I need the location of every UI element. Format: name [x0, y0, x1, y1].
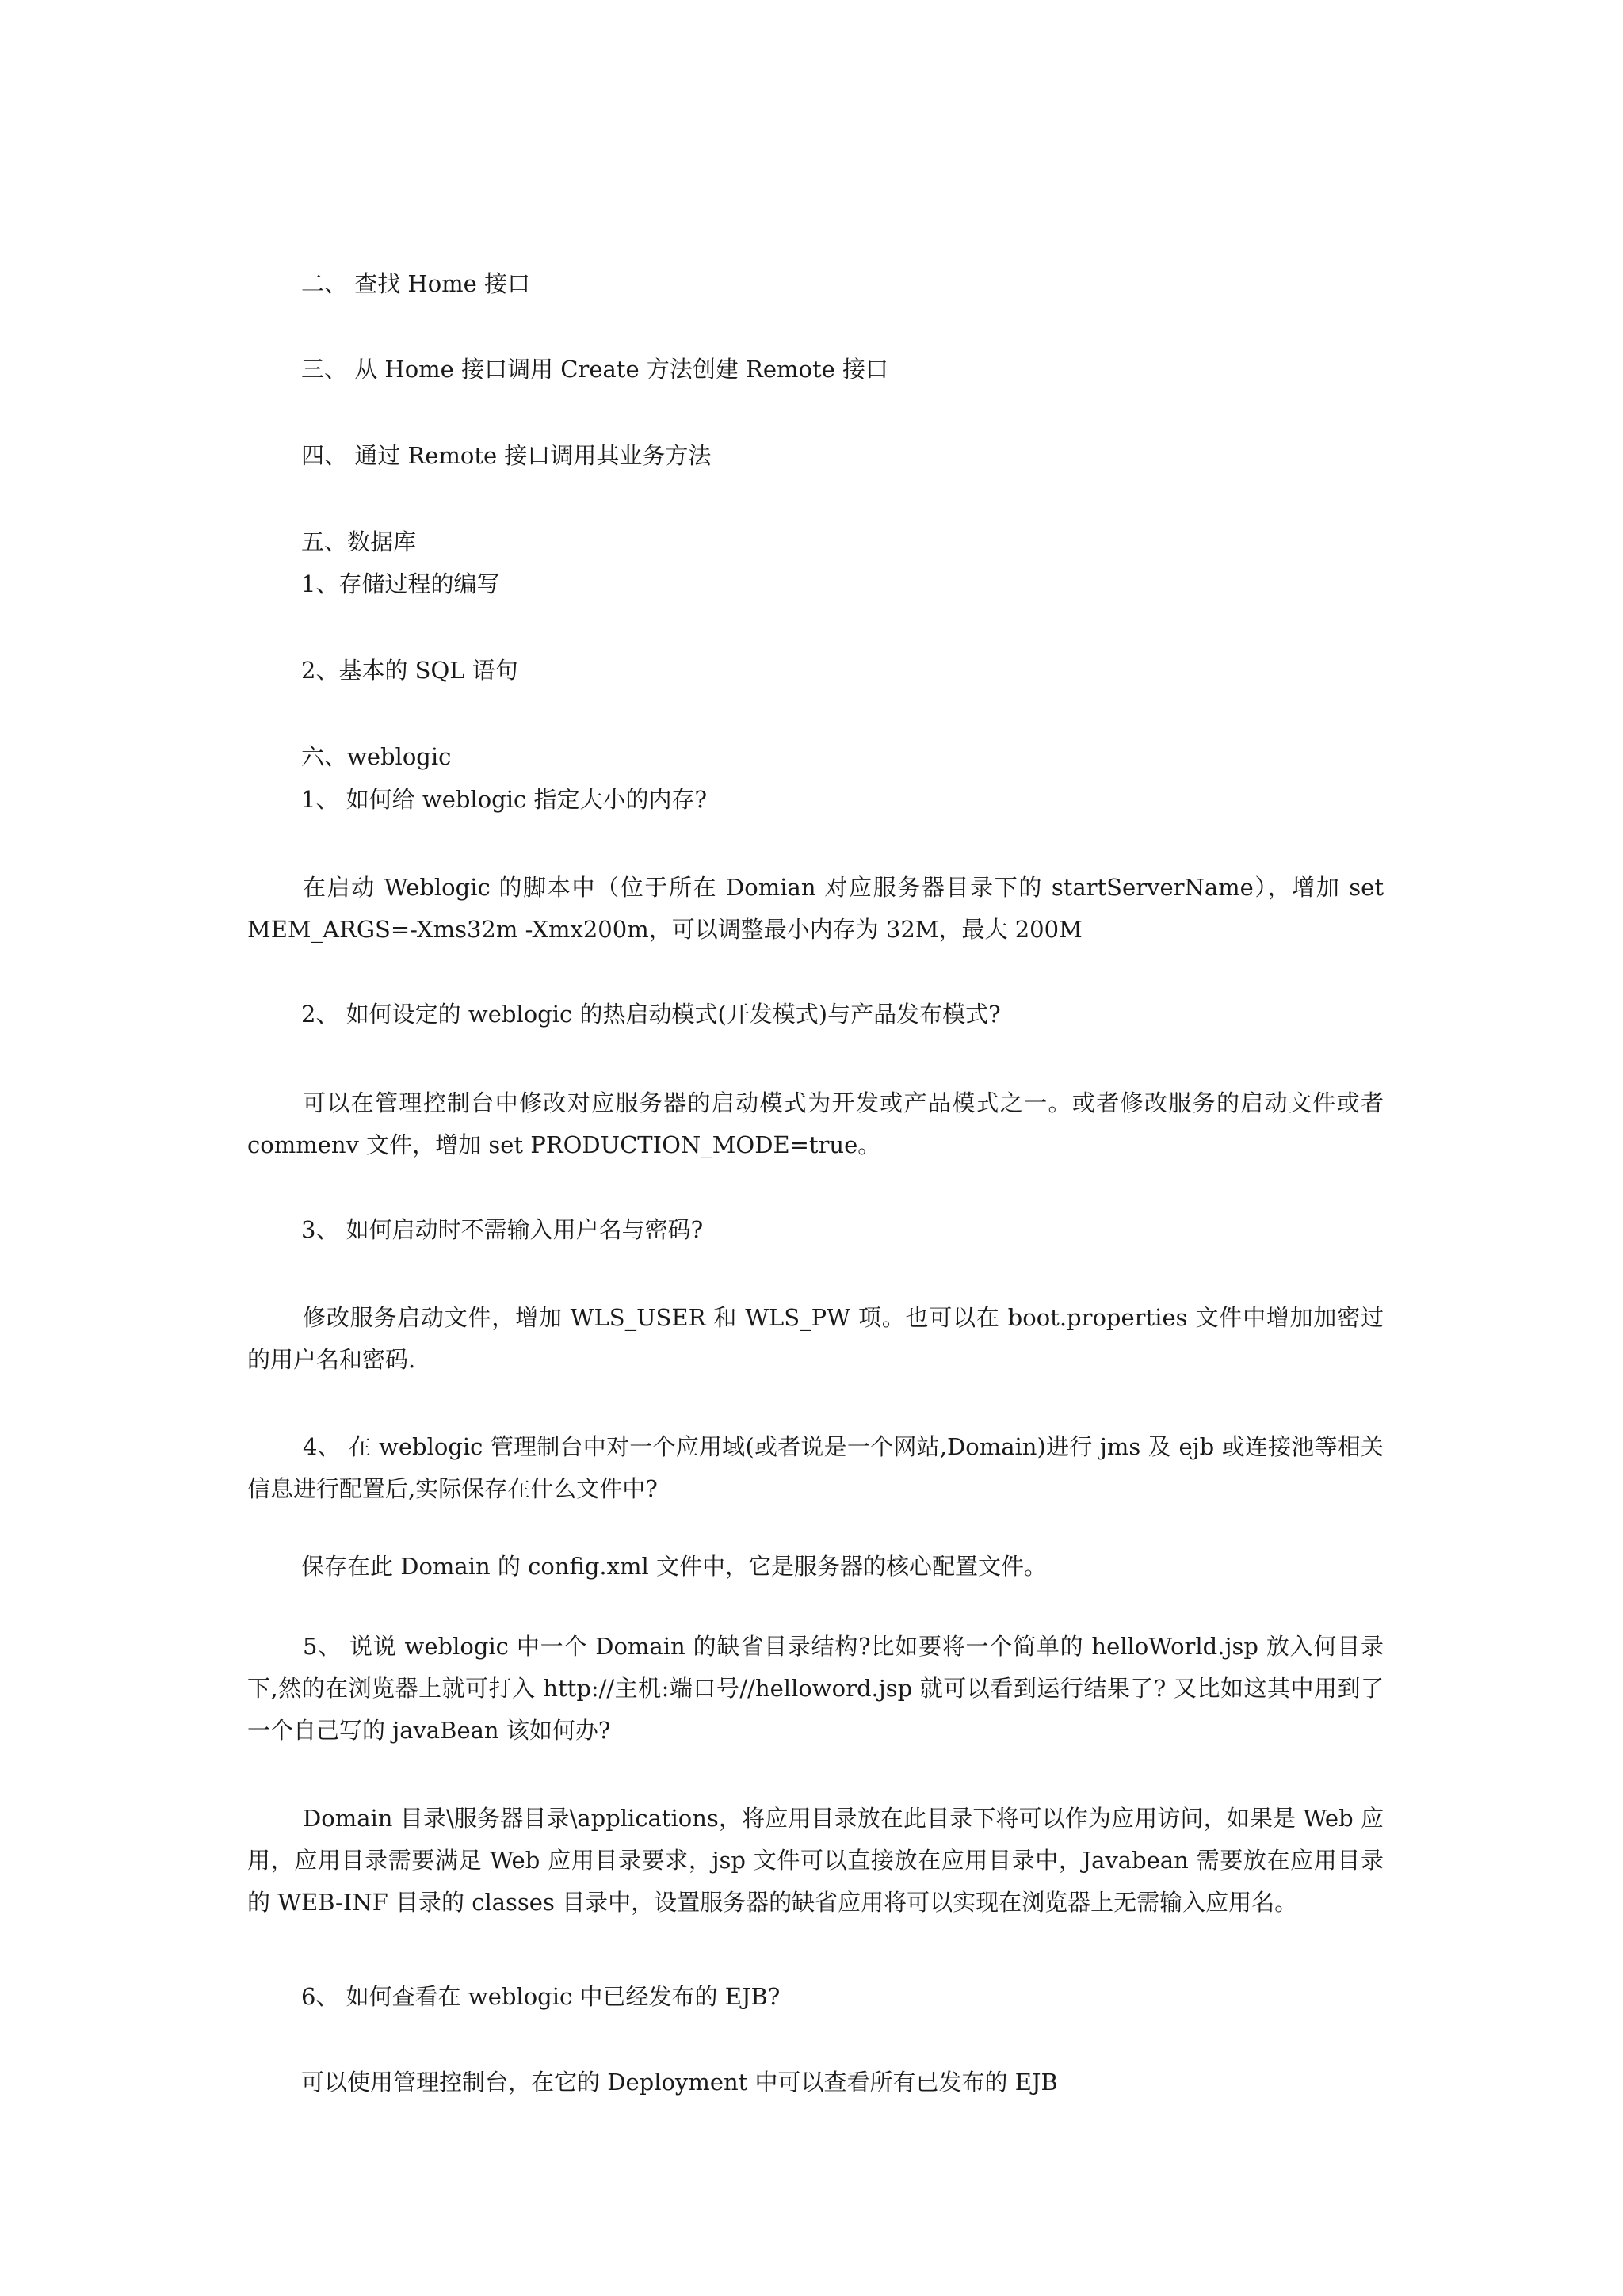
section-2-heading: 二、 查找 Home 接口	[301, 270, 531, 297]
answer-6: 可以使用管理控制台，在它的 Deployment 中可以查看所有已发布的 EJB	[301, 2069, 1058, 2096]
section-6-heading: 六、weblogic	[301, 743, 452, 770]
question-2: 2、 如何设定的 weblogic 的热启动模式(开发模式)与产品发布模式?	[301, 1001, 1001, 1028]
answer-3: 修改服务启动文件，增加 WLS_USER 和 WLS_PW 项。也可以在 boot.properties 文件中增加加密过的用户名和密码.	[247, 1304, 1384, 1373]
section-3-heading: 三、 从 Home 接口调用 Create 方法创建 Remote 接口	[301, 356, 889, 383]
question-4: 4、 在 weblogic 管理制台中对一个应用域(或者说是一个网站,Domain)进行 jms 及 ejb 或连接池等相关信息进行配置后,实际保存在什么文件中?	[247, 1433, 1384, 1502]
db-item-1: 1、存储过程的编写	[301, 570, 500, 597]
question-6: 6、 如何查看在 weblogic 中已经发布的 EJB?	[301, 1983, 781, 2010]
db-item-2: 2、基本的 SQL 语句	[301, 657, 518, 684]
answer-2: 可以在管理控制台中修改对应服务器的启动模式为开发或产品模式之一。或者修改服务的启动文件或者 commenv 文件，增加 set PRODUCTION_MODE=true。	[247, 1089, 1384, 1158]
section-5-heading: 五、数据库	[301, 528, 417, 555]
answer-4: 保存在此 Domain 的 config.xml 文件中，它是服务器的核心配置文件。	[301, 1553, 1047, 1580]
section-4-heading: 四、 通过 Remote 接口调用其业务方法	[301, 442, 712, 469]
answer-5: Domain 目录\服务器目录\applications，将应用目录放在此目录下将可以作为应用访问，如果是 Web 应用，应用目录需要满足 Web 应用目录要求，jsp 文件可以直接放在应用目录中，Javabean 需要放在应用目录的 WEB-INF 目录的 classes 目录中，设置服务器的缺省应用将可以实现在浏览器上无需输入应用名。	[247, 1805, 1384, 1916]
question-1: 1、 如何给 weblogic 指定大小的内存?	[301, 786, 708, 813]
question-5: 5、 说说 weblogic 中一个 Domain 的缺省目录结构?比如要将一个简单的 helloWorld.jsp 放入何目录下,然的在浏览器上就可打入 http://主机:端口号//helloword.jsp 就可以看到运行结果了? 又比如这其中用到了一个自己写的 javaBean 该如何办?	[247, 1633, 1384, 1744]
question-3: 3、 如何启动时不需输入用户名与密码?	[301, 1216, 704, 1243]
answer-1: 在启动 Weblogic 的脚本中（位于所在 Domian 对应服务器目录下的 startServerName），增加 set MEM_ARGS=-Xms32m -Xmx200m，可以调整最小内存为 32M，最大 200M	[247, 874, 1384, 943]
